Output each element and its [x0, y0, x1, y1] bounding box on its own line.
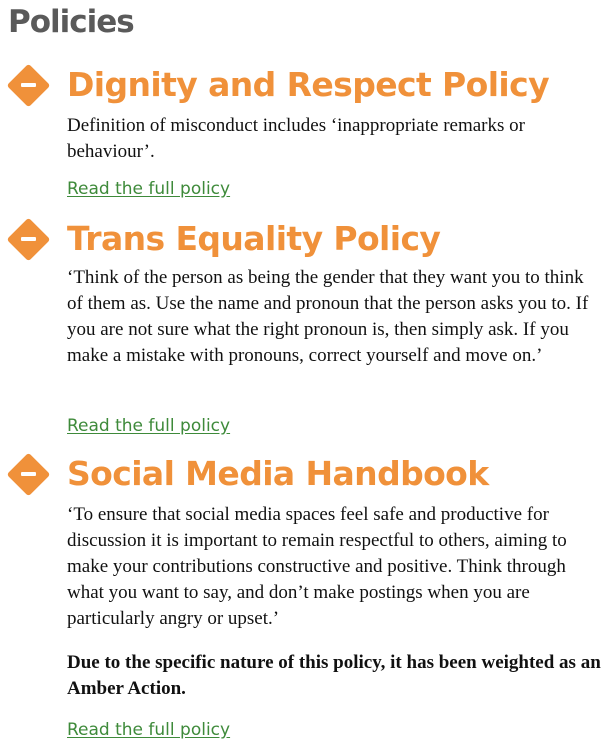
read-full-policy-link[interactable]: Read the full policy	[67, 720, 231, 740]
read-full-policy-link[interactable]: Read the full policy	[67, 179, 231, 199]
policy-title: Dignity and Respect Policy	[67, 65, 549, 104]
policy-weighting-note: Due to the specific nature of this policy, it has been weighted as an Amber Action.	[67, 652, 601, 699]
policy-header[interactable]	[0, 453, 609, 499]
policy-title: Trans Equality Policy	[67, 219, 441, 258]
collapse-toggle-button[interactable]	[7, 64, 51, 108]
policy-header[interactable]	[0, 64, 609, 110]
read-full-policy-link[interactable]: Read the full policy	[67, 416, 231, 436]
page-title: Policies	[8, 4, 134, 40]
collapse-toggle-button[interactable]	[7, 453, 51, 497]
policy-description: ‘To ensure that social media spaces feel safe and productive for discussion it is important to remain respectful to others, aiming to make your contributions constructive and positive. Think through what you want to say, and don’t make postings when you are particularly angry or upset.’	[67, 504, 567, 629]
collapse-toggle-button[interactable]	[7, 218, 51, 262]
policy-title: Social Media Handbook	[67, 454, 489, 493]
policy-description: ‘Think of the person as being the gender that they want you to think of them as. Use the name and pronoun that the person asks you to. If you are not sure what the right pronoun is, then simply ask. If you make a mistake with pronouns, correct yourself and move on.’	[67, 267, 589, 366]
policy-description: Definition of misconduct includes ‘inappropriate remarks or behaviour’.	[67, 115, 525, 162]
policy-header[interactable]	[0, 218, 609, 264]
